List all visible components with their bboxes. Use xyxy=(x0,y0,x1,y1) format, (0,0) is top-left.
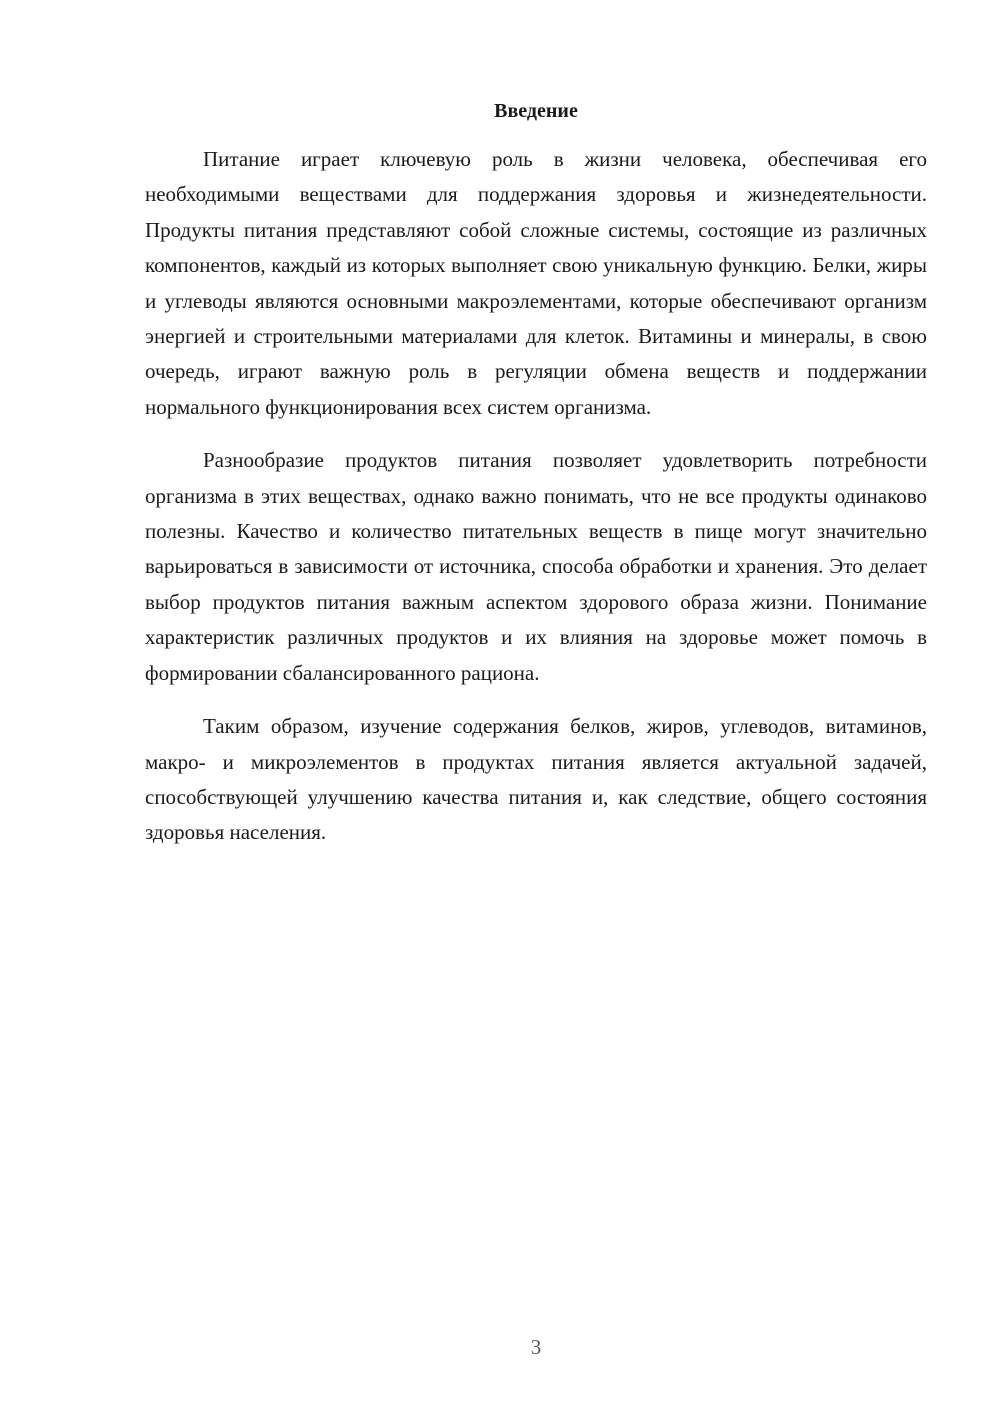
page-number: 3 xyxy=(530,1335,542,1359)
paragraph-3: Таким образом, изучение содержания белков, жиров, углеводов, витаминов, макро- и микроэлементов в продуктах питания является актуальной задачей, способствующей улучшению качества питания и, как следствие, общего состояния здоровья населения. xyxy=(145,714,927,845)
paragraph-2: Разнообразие продуктов питания позволяет удовлетворить потребности организма в этих веществах, однако важно понимать, что не все продукты одинаково полезны. Качество и количество питательных веществ в пище могут значительно варьироваться в зависимости от источника, способа обработки и хранения. Это делает выбор продуктов питания важным аспектом здорового образа жизни. Понимание характеристик различных продуктов и их влияния на здоровье может помочь в формировании сбалансированного рациона. xyxy=(145,448,927,685)
body-text xyxy=(145,142,927,869)
paragraph-1: Питание играет ключевую роль в жизни человека, обеспечивая его необходимыми веществами для поддержания здоровья и жизнедеятельности. Продукты питания представляют собой сложные системы, состоящие из различных компонентов, каждый из которых выполняет свою уникальную функцию. Белки, жиры и углеводы являются основными макроэлементами, которые обеспечивают организм энергией и строительными материалами для клеток. Витамины и минералы, в свою очередь, играют важную роль в регуляции обмена веществ и поддержании нормального функционирования всех систем организма. xyxy=(145,147,927,419)
section-heading: Введение xyxy=(494,100,578,122)
